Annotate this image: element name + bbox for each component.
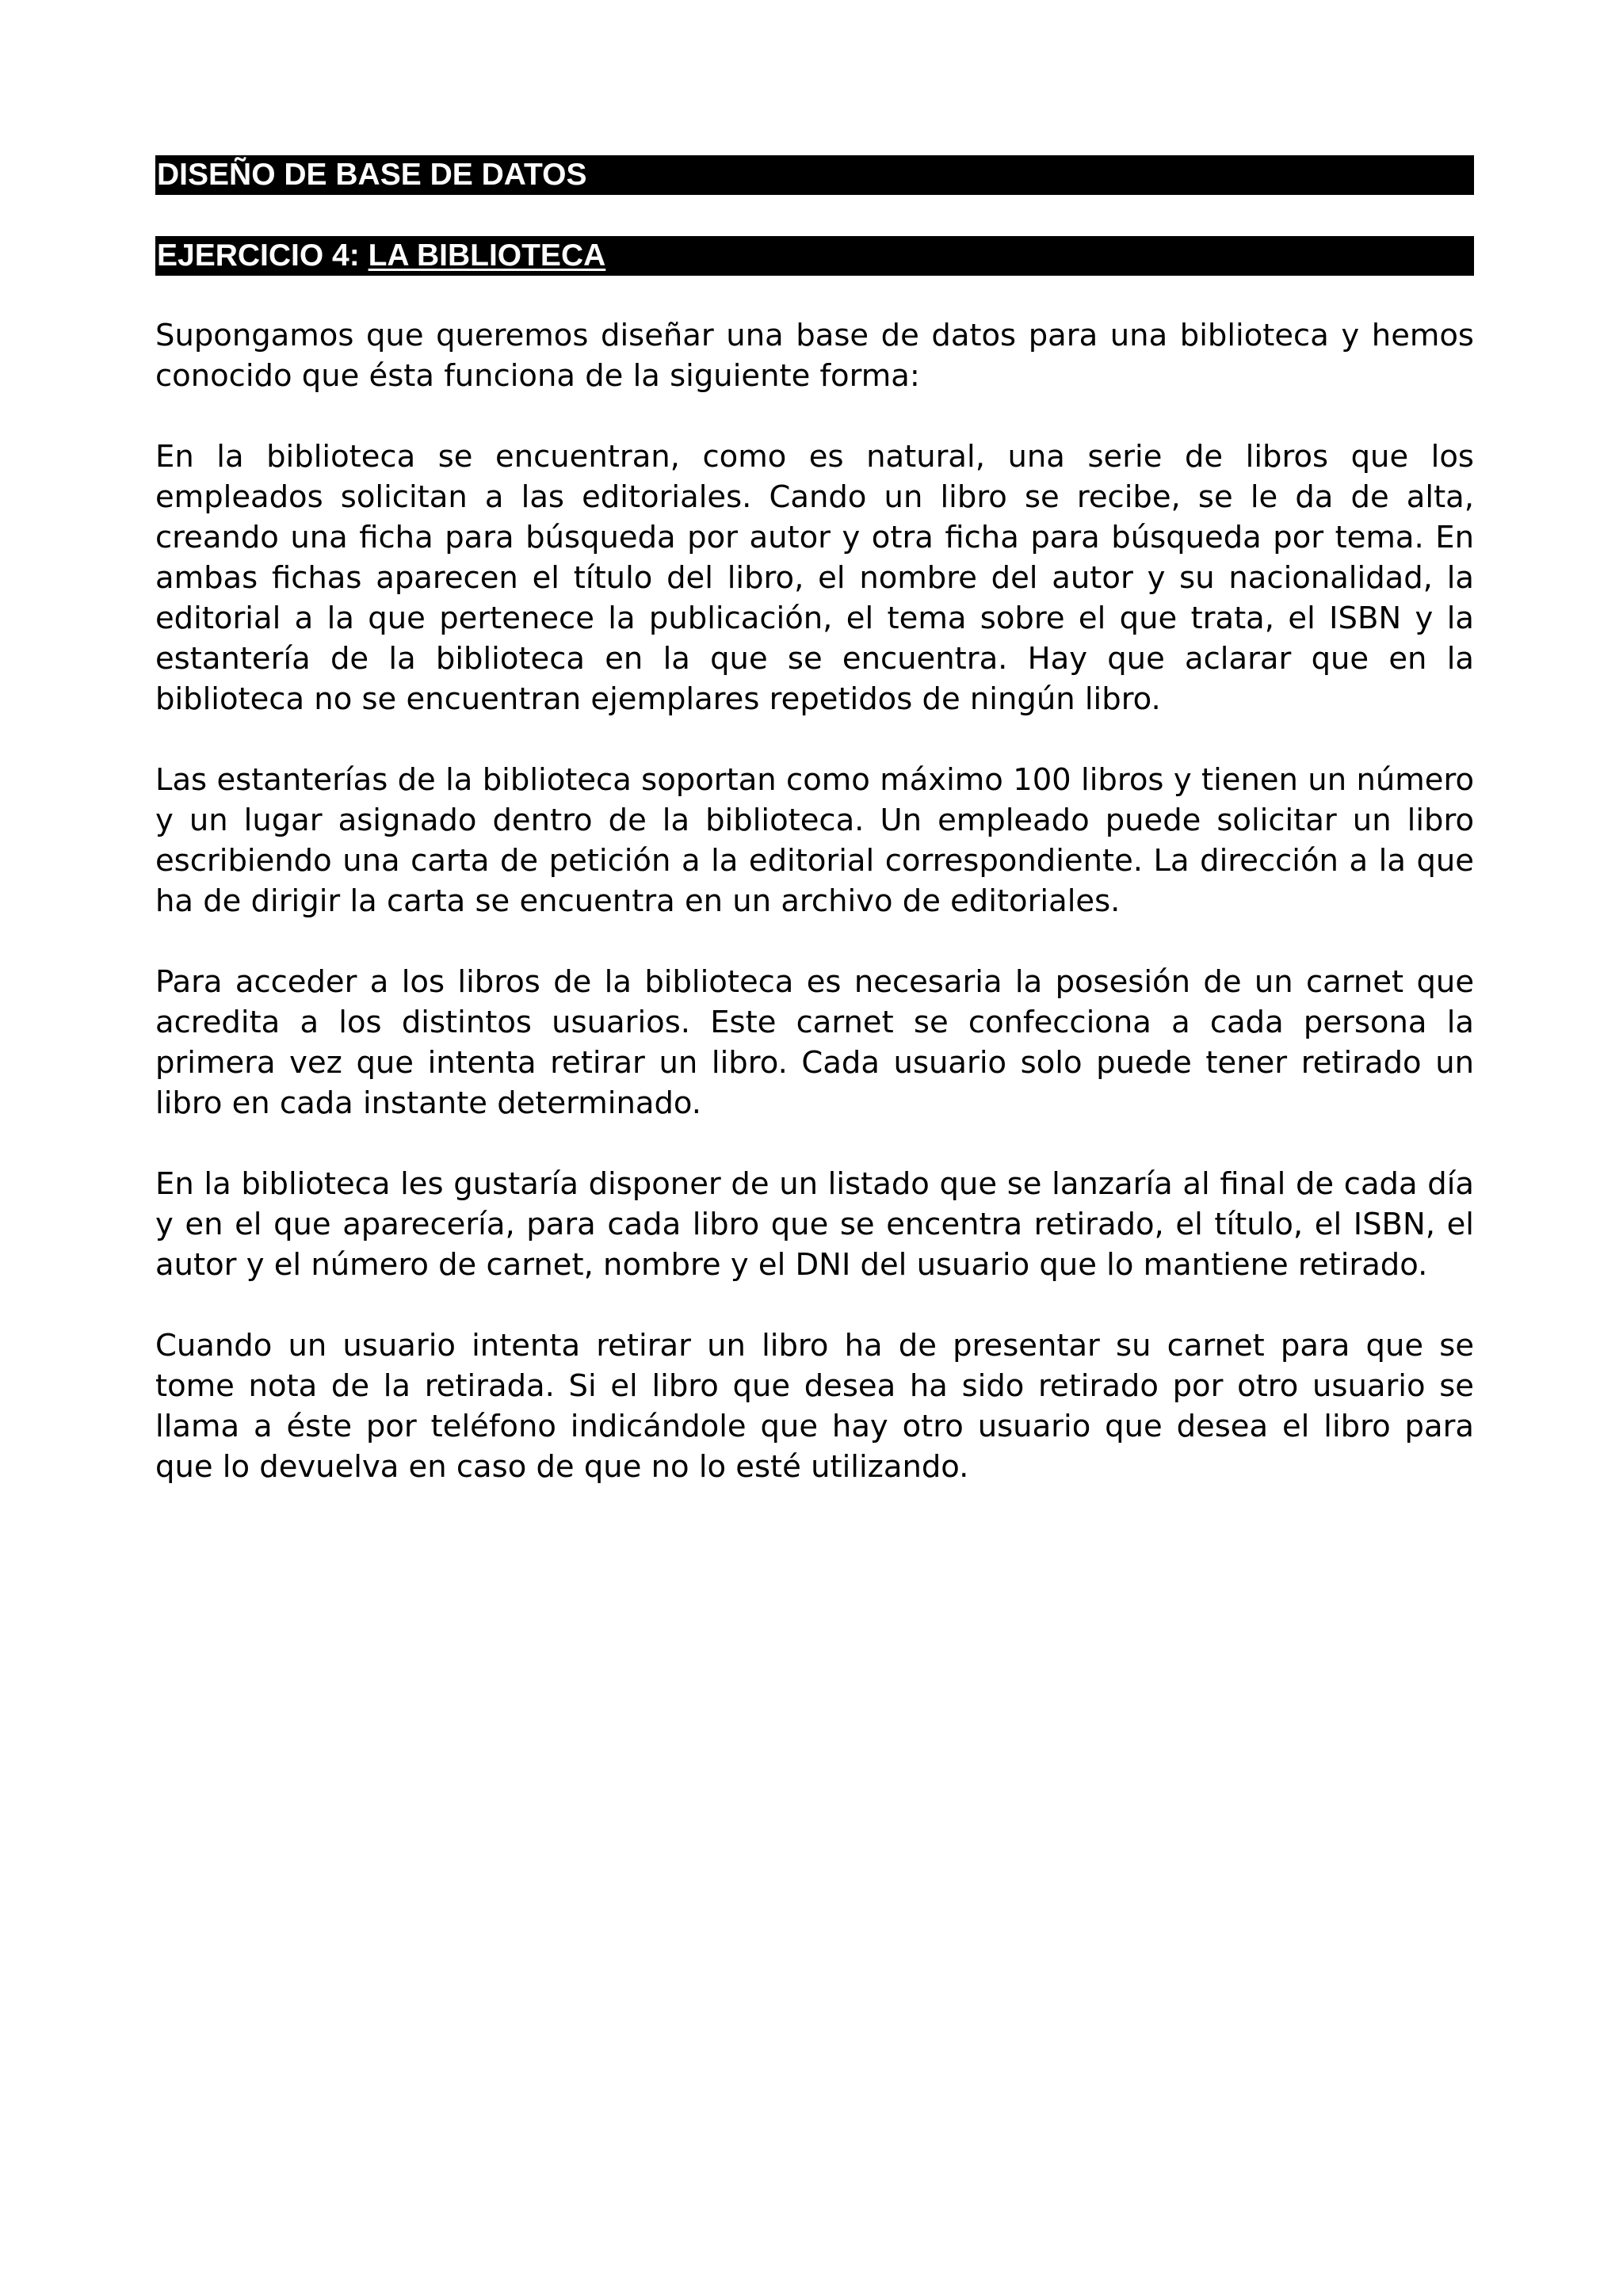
paragraph-withdrawal: Cuando un usuario intenta retirar un libro ha de presentar su carnet para que se tome nota de la retirada. Si el libro que desea ha sido retirado por otro usuario se llama a éste por teléfono indicándole que hay otro usuario que desea el libro para que lo devuelva en caso de que no lo esté utilizando. xyxy=(155,1328,1474,1485)
document-title: DISEÑO DE BASE DE DATOS xyxy=(157,158,587,192)
paragraph-listing: En la biblioteca les gustaría disponer de un listado que se lanzaría al final de cada día y en el que aparecería, para cada libro que se encentra retirado, el título, el ISBN, el autor y el número de carnet, nombre y el DNI del usuario que lo mantiene retirado. xyxy=(155,1166,1474,1283)
paragraph-intro: Supongamos que queremos diseñar una base de datos para una biblioteca y hemos conocido que ésta funciona de la siguiente forma: xyxy=(155,318,1474,394)
exercise-prefix: EJERCICIO 4: xyxy=(157,238,369,273)
exercise-title-bar xyxy=(155,236,1474,276)
document-page xyxy=(155,155,1474,1487)
exercise-name: LA BIBLIOTECA xyxy=(368,238,606,273)
paragraph-shelves: Las estanterías de la biblioteca soportan como máximo 100 libros y tienen un número y un lugar asignado dentro de la biblioteca. Un empleado puede solicitar un libro escribiendo una carta de petición a la editorial correspondiente. La dirección a la que ha de dirigir la carta se encuentra en un archivo de editoriales. xyxy=(155,762,1474,919)
paragraph-card: Para acceder a los libros de la biblioteca es necesaria la posesión de un carnet que acredita a los distintos usuarios. Este carnet se confecciona a cada persona la primera vez que intenta retirar un libro. Cada usuario solo puede tener retirado un libro en cada instante determinado. xyxy=(155,964,1474,1121)
exercise-body xyxy=(155,315,1474,1487)
paragraph-books: En la biblioteca se encuentran, como es natural, una serie de libros que los empleados solicitan a las editoriales. Cando un libro se recibe, se le da de alta, creando una ficha para búsqueda por autor y otra ficha para búsqueda por tema. En ambas fichas aparecen el título del libro, el nombre del autor y su nacionalidad, la editorial a la que pertenece la publicación, el tema sobre el que trata, el ISBN y la estantería de la biblioteca en la que se encuentra. Hay que aclarar que en la biblioteca no se encuentran ejemplares repetidos de ningún libro. xyxy=(155,439,1474,717)
document-title-bar xyxy=(155,155,1474,195)
